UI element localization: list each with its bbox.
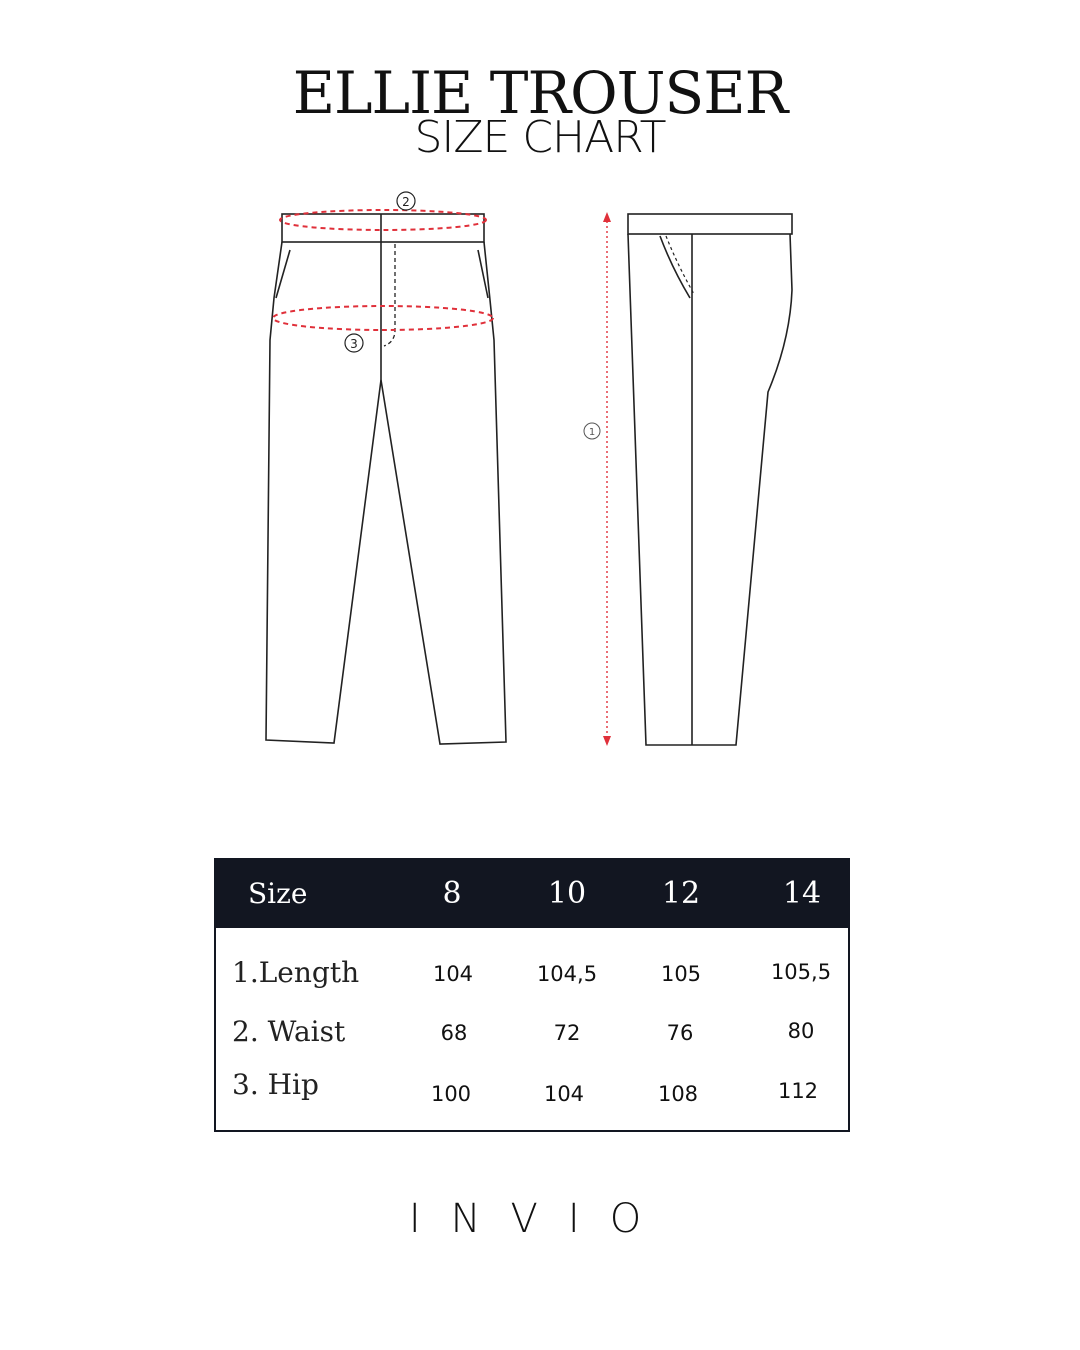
row-length-value: 105 [660, 962, 702, 986]
row-hip-label: 3. Hip [232, 1068, 319, 1101]
side-back-edge [628, 234, 792, 745]
size-table-header [216, 860, 848, 928]
row-waist-value: 76 [666, 1021, 694, 1045]
side-pocket-stitch [666, 236, 694, 294]
trouser-front-view [266, 214, 506, 744]
front-left-leg [266, 242, 381, 743]
row-length-value: 105,5 [770, 960, 832, 984]
marker-hip-label: 3 [350, 337, 358, 351]
row-length-value: 104,5 [536, 962, 598, 986]
brand-logo: INVIO [408, 1196, 672, 1242]
row-hip-value: 104 [543, 1082, 585, 1106]
size-table [214, 858, 850, 1132]
row-length-value: 104 [432, 962, 474, 986]
row-waist-value: 80 [787, 1019, 815, 1043]
header-size-8: 8 [442, 876, 462, 911]
front-right-leg [381, 242, 506, 744]
row-hip-value: 108 [657, 1082, 699, 1106]
header-size-10: 10 [547, 876, 587, 911]
side-waistband [628, 214, 792, 234]
page-subtitle: SIZE CHART [414, 112, 666, 163]
row-hip-value: 112 [777, 1079, 819, 1103]
marker-length-label: 1 [588, 427, 596, 438]
length-measure-arrow [603, 212, 611, 746]
row-hip-value: 100 [430, 1082, 472, 1106]
side-pocket [660, 236, 690, 298]
header-size-12: 12 [661, 876, 701, 911]
row-waist-value: 72 [553, 1021, 581, 1045]
page-title: ELLIE TROUSER [292, 59, 788, 127]
row-waist-label: 2. Waist [232, 1015, 346, 1048]
front-right-pocket [478, 250, 488, 298]
marker-waist-label: 2 [402, 195, 410, 209]
header-size-14: 14 [782, 876, 822, 911]
waist-measure-line [280, 210, 486, 230]
trouser-side-view [628, 214, 792, 745]
row-waist-value: 68 [440, 1021, 468, 1045]
hip-measure-line [273, 306, 493, 330]
header-size-label: Size [248, 877, 308, 910]
row-length-label: 1.Length [232, 956, 360, 989]
